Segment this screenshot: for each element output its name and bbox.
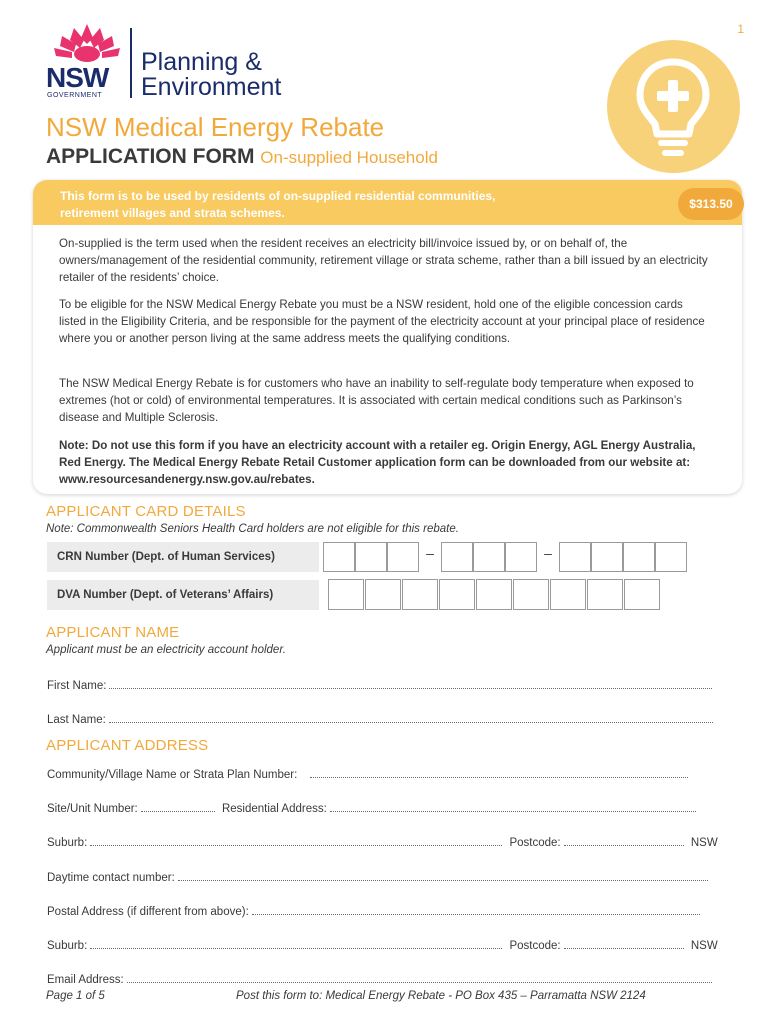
suburb-label: Suburb: (47, 837, 88, 849)
info-paragraph-1: On-supplied is the term used when the resident receives an electricity bill/invoice issued by, or on behalf of, the owners/management of the residential community, retirement village or strata scheme, rather than a bill issued by an electricity retailer of the residents’ choice. (59, 237, 708, 284)
crn-digit-10[interactable] (655, 542, 687, 572)
postal-postcode-line[interactable] (564, 939, 684, 949)
subtitle-suffix: On-supplied Household (260, 148, 438, 167)
dva-digit-3[interactable] (402, 579, 438, 610)
daytime-contact-field[interactable] (47, 871, 723, 884)
last-name-label: Last Name: (47, 714, 106, 726)
crn-number-label: CRN Number (Dept. of Human Services) (47, 542, 319, 572)
site-unit-label: Site/Unit Number: (47, 803, 138, 815)
logo-divider (130, 28, 132, 98)
first-name-field[interactable] (47, 679, 723, 692)
suburb-line[interactable] (90, 836, 502, 846)
info-banner-text: This form is to be used by residents of on-supplied residential communities, retirement villages and strata schemes. (60, 189, 496, 220)
lightbulb-plus-icon (607, 40, 740, 173)
section-heading-applicant-address: APPLICANT ADDRESS (46, 737, 209, 754)
crn-digit-5[interactable] (473, 542, 505, 572)
crn-separator-2: – (544, 545, 552, 561)
dva-digit-9[interactable] (624, 579, 660, 610)
info-paragraph-2: To be eligible for the NSW Medical Energy Rebate you must be a NSW resident, hold one of the eligible concession cards listed in the Eligibility Criteria, and be responsible for the payment of the electricity account at your principal place of residence where you or another person living at the same address meets the qualifying conditions. (59, 298, 705, 345)
crn-digit-9[interactable] (623, 542, 655, 572)
dept-name-line1: Planning & (141, 48, 262, 76)
site-address-field[interactable] (47, 802, 723, 815)
logo-government-text: GOVERNMENT (47, 92, 103, 99)
postal-address-field[interactable] (47, 905, 723, 918)
crn-digit-2[interactable] (355, 542, 387, 572)
last-name-line[interactable] (109, 713, 713, 723)
dva-digit-6[interactable] (513, 579, 549, 610)
email-field[interactable] (47, 973, 723, 986)
postal-address-line[interactable] (252, 905, 700, 915)
community-label: Community/Village Name or Strata Plan Number: (47, 769, 298, 781)
card-details-note: Note: Commonwealth Seniors Health Card holders are not eligible for this rebate. (46, 523, 459, 535)
postcode-label: Postcode: (509, 837, 561, 849)
subtitle-main: APPLICATION FORM (46, 145, 255, 168)
section-heading-card-details: APPLICANT CARD DETAILS (46, 503, 246, 520)
info-paragraph-3: The NSW Medical Energy Rebate is for customers who have an inability to self-regulate body temperature when exposed to extremes (hot or cold) of environmental temperatures. It is associated with certain medical conditions such as Parkinson’s disease and Multiple Sclerosis. (59, 377, 694, 424)
community-field[interactable] (47, 768, 723, 781)
dva-digit-4[interactable] (439, 579, 475, 610)
nsw-planning-logo (46, 26, 316, 102)
postal-suburb-line[interactable] (90, 939, 502, 949)
suburb-field[interactable] (47, 836, 723, 849)
crn-digit-1[interactable] (323, 542, 355, 572)
postal-suburb-label: Suburb: (47, 940, 88, 952)
form-subtitle (46, 145, 438, 169)
community-line[interactable] (310, 768, 688, 778)
email-line[interactable] (127, 973, 712, 983)
crn-digit-3[interactable] (387, 542, 419, 572)
site-unit-line[interactable] (141, 802, 215, 812)
crn-digit-4[interactable] (441, 542, 473, 572)
dva-digit-5[interactable] (476, 579, 512, 610)
crn-digit-7[interactable] (559, 542, 591, 572)
info-note: Note: Do not use this form if you have an electricity account with a retailer eg. Origin Energy, AGL Energy Australia, Red Energy. The Medical Energy Rebate Retail Customer application form can be downloaded from our website at: www.resourcesandenergy.nsw.gov.au/rebates. (59, 439, 696, 486)
first-name-label: First Name: (47, 680, 107, 692)
crn-digit-6[interactable] (505, 542, 537, 572)
applicant-name-note: Applicant must be an electricity account holder. (46, 644, 286, 656)
logo-nsw-text: NSW (46, 62, 109, 93)
footer-postal-instructions: Post this form to: Medical Energy Rebate - PO Box 435 – Parramatta NSW 2124 (236, 990, 646, 1002)
last-name-field[interactable] (47, 713, 723, 726)
rebate-amount-badge: $313.50 (678, 188, 744, 220)
dva-number-input[interactable] (328, 579, 661, 610)
crn-number-input[interactable] (323, 542, 687, 572)
postal-address-label: Postal Address (if different from above): (47, 906, 249, 918)
email-label: Email Address: (47, 974, 124, 986)
dva-digit-8[interactable] (587, 579, 623, 610)
section-heading-applicant-name: APPLICANT NAME (46, 624, 180, 641)
form-title: NSW Medical Energy Rebate (46, 112, 385, 142)
state-label: NSW (690, 837, 718, 849)
postal-postcode-label: Postcode: (509, 940, 561, 952)
dva-number-label: DVA Number (Dept. of Veterans’ Affairs) (47, 580, 319, 610)
page-number: 1 (737, 22, 744, 36)
dva-digit-2[interactable] (365, 579, 401, 610)
waratah-flower-icon (52, 22, 122, 64)
crn-digit-8[interactable] (591, 542, 623, 572)
dva-digit-1[interactable] (328, 579, 364, 610)
postal-suburb-field[interactable] (47, 939, 723, 952)
postcode-line[interactable] (564, 836, 684, 846)
daytime-contact-line[interactable] (178, 871, 708, 881)
crn-separator-1: – (426, 545, 434, 561)
footer-page-number: Page 1 of 5 (46, 990, 105, 1002)
residential-address-label: Residential Address: (221, 803, 327, 815)
dva-digit-7[interactable] (550, 579, 586, 610)
dept-name-line2: Environment (141, 73, 282, 101)
first-name-line[interactable] (109, 679, 712, 689)
daytime-contact-label: Daytime contact number: (47, 872, 175, 884)
residential-address-line[interactable] (330, 802, 696, 812)
postal-state-label: NSW (690, 940, 718, 952)
